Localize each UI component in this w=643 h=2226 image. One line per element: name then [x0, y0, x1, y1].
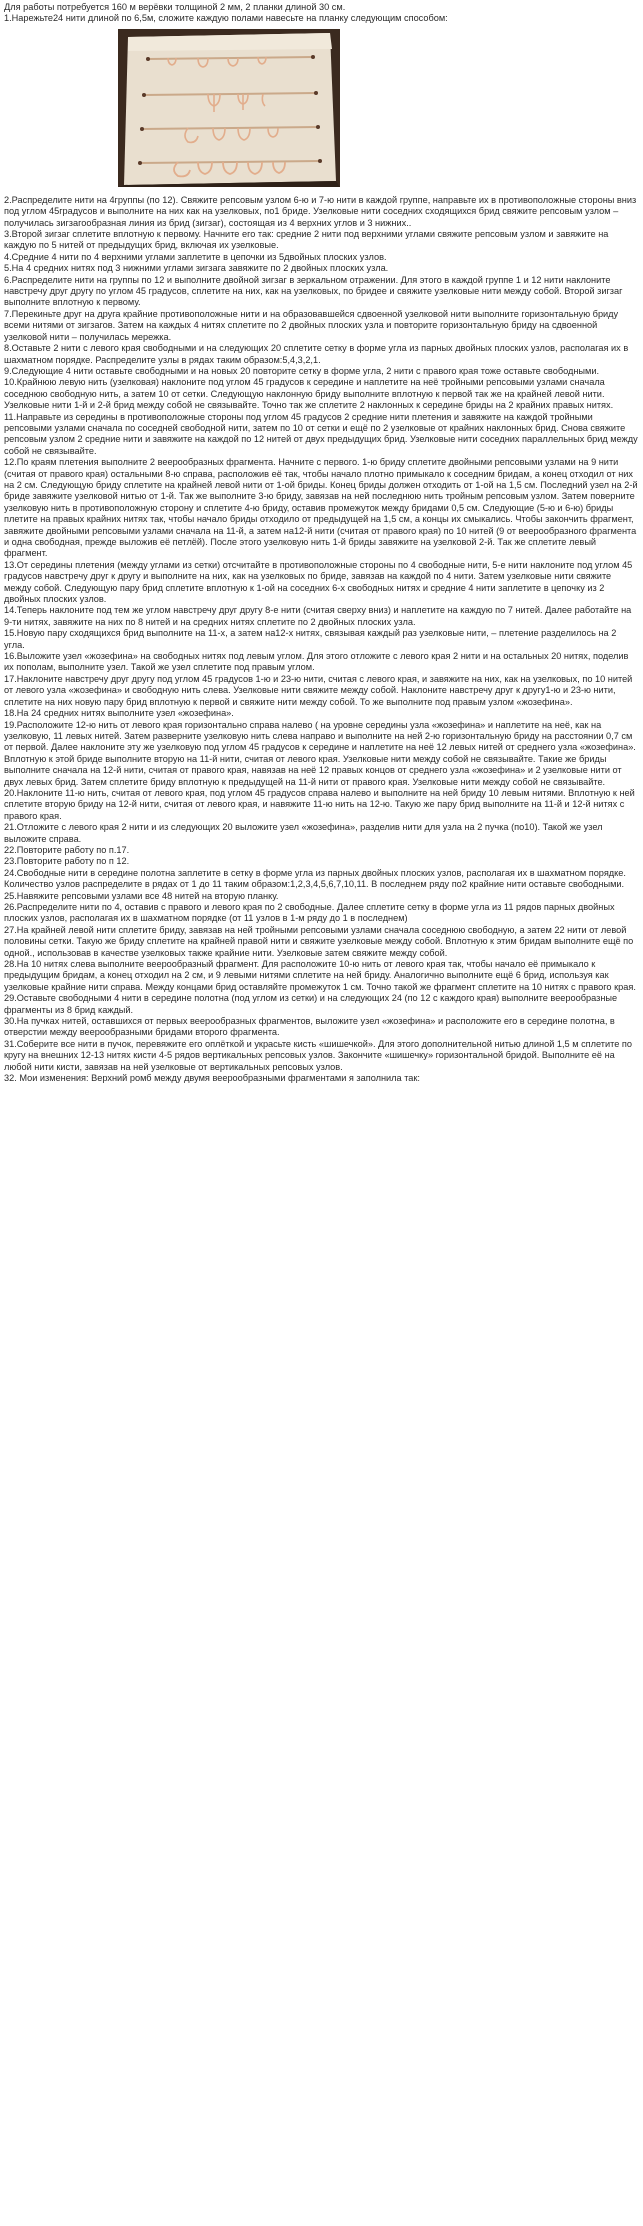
step-25: 25.Навяжите репсовыми узлами все 48 нитей на вторую планку. — [4, 890, 279, 901]
step-18: 18.На 24 средних нитях выполните узел «жозефина». — [4, 708, 234, 719]
step-7: 7.Перекиньте друг на друга крайние противоположные нити и на образовавшейся сдвоенной узелковой нити выполните горизонтальную бриду всеми нитями от зигзагов. Затем на каждых 4 нитях сплетите по 2 двойных плоских узла и повторите горизонтальную бриду на сдвоенной узелковой нити – получилась мережка. — [4, 308, 619, 342]
article-body — [0, 0, 643, 1085]
knot-photo — [118, 29, 340, 187]
step-10: 10.Крайнюю левую нить (узелковая) наклоните под углом 45 градусов к середине и наплетите на неё тройными репсовыми узлами сначала соседнюю свободную нить, а затем 10 от сетки. Следующую наклонную бриду выполните вплотную к первой так же на крайней левой нити. Узелковые нити 1-й и 2-й брид между собой не связывайте. Точно так же сплетите 2 наклонных к середине бриды на 2 крайних правых нитях. — [4, 377, 614, 411]
step-9: 9.Следующие 4 нити оставьте свободными и на новых 20 повторите сетку в форме угла, 2 нити с правого края тоже оставьте свободными. — [4, 365, 600, 376]
step-12: 12.По краям плетения выполните 2 веерообразных фрагмента. Начните с первого. 1-ю бриду сплетите двойными репсовыми узлами на 9 нити (считая от правого края) остальными 8-ю справа, расположив её так, чтобы начало плотно примыкало к соседним бридам, а конец отходил от них на 2 см. Следующую бриду сплетите на крайней левой нити от 1-ой бриды. Конец бриды должен отходить от 1-ой на 1,5 см. Последний узел на 2-й бриде завяжите узелковой нитью от 1-й. Так же выполните 3-ю бриду, завязав на ней последнюю нить тройным репсовым узлом. Затем поверните узелковую нить в противоположную сторону и сплетите 4-ю бриду, оставив промежуток между бридами 0,5 см. Следующие (5-ю и 6-ю) бриды плетите на правых крайних нитях так, чтобы начало бриды отходило от предыдущей на 1,5 см, а концы их смыкались. Чтобы закончить фрагмент, завяжите двойными репсовыми узлами сначала на 11-й, а затем на12-й нити (считая от правого края) по 10 нитей (9 от веерообразного фрагмента и одна свободная, прежде выложив её петлёй). После этого узелковую нить 1-й бриды завяжите на узелковой 2-й. Так же сплетите левый фрагмент. — [4, 457, 638, 559]
step-16: 16.Выложите узел «жозефина» на свободных нитях под левым углом. Для этого отложите с левого края 2 нити и на остальных 20 нитях, поделив их пополам, выполните узел. Такой же узел сплетите под правым углом. — [4, 651, 629, 673]
step-22: 22.Повторите работу по п.17. — [4, 844, 130, 855]
step-15: 15.Новую пару сходящихся брид выполните на 11-х, а затем на12-х нитях, связывая каждый раз узелковые нити, – плетение разделилось на 2 угла. — [4, 628, 617, 650]
step-13: 13.От середины плетения (между углами из сетки) отсчитайте в противоположные стороны по 4 свободные нити, 5-е нити наклоните под углом 45 градусов навстречу друг к другу и выполните на них, как на узелковых по бриде, завязав на каждой по 4 нити. Затем узелковые нити свяжите между собой. Следующую пару брид сплетите вплотную к 1-ой на соседних 6-х свободных нитях и средние 4 нити заплетите в цепочку из 2 двойных плоских узлов. — [4, 559, 633, 605]
step-28: 28.На 10 нитях слева выполните веерообразный фрагмент. Для расположите 10-ю нить от левого края так, чтобы начало её примыкало к предыдущим бридам, а конец отходил на 2 см, и 9 левыми нитями сплетите на ней бриду. Аналогично выполните ещё 6 брид, используя как узелковые крайние нити справа. Между концами брид оставляйте промежуток 1 см. Точно такой же фрагмент сплетите на 10 нитях с правого края. — [4, 959, 636, 992]
step-20: 20.Наклоните 11-ю нить, считая от левого края, под углом 45 градусов справа налево и выполните на ней бриду 10 левым нитями. Вплотную к ней сплетите вторую бриду на 12-й нити, считая от левого края, и навяжите 11-ю нить на 12-ю. Такую же пару брид выполните на 11-й и 12-й нитях с правого края. — [4, 787, 635, 821]
step-21: 21.Отложите с левого края 2 нити и из следующих 20 выложите узел «жозефина», разделив нити для узла на 2 пучка (по10). Такой же узел выложите справа. — [4, 822, 603, 844]
step-3: 3.Второй зигзаг сплетите вплотную к первому. Начните его так: средние 2 нити под верхними углами свяжите репсовым узлом и завяжите на каждую по 5 нитей от предыдущих брид, включая их узелковые. — [4, 229, 609, 251]
step-24: 24.Свободные нити в середине полотна заплетите в сетку в форме угла из парных двойных плоских узлов, располагая их в шахматном порядке. Количество узлов распределите в рядах от 1 до 11 таким образом:1,2,3,4,5,6,7,10,11. В последнем ряду по2 крайние нити оставьте свободными. — [4, 867, 626, 890]
step-26: 26.Распределите нити по 4, оставив с правого и левого края по 2 свободные. Далее сплетите сетку в форме угла из 11 рядов парных двойных плоских узлов, располагая их в шахматном порядке (от 11 узлов в 1-м ряду до 1 в последнем) — [4, 902, 615, 924]
steps-list — [4, 195, 639, 1085]
step-17: 17.Наклоните навстречу друг другу под углом 45 градусов 1-ю и 23-ю нити, считая с левого края, и завяжите на них, как на узелковых, по 10 нитей от левого узла «жозефина» и свободную нить слева. Узелковые нити свяжите между собой. Наклоните навстречу друг к другу1-ю и 23-ю нити, сплетите на них новую пару брид вплотную к первой и свяжите нити между собой. То же выполните под правым узлом «жозефина». — [4, 673, 633, 707]
knot-photo-image — [118, 29, 340, 187]
step-8: 8.Оставьте 2 нити с левого края свободными и на следующих 20 сплетите сетку в форме угла из парных двойных плоских узлов, располагая их в шахматном порядке. Распределите узлы в рядах таким образом:5,4,3,2,1. — [4, 343, 629, 365]
step-30: 30.На пучках нитей, оставшихся от первых веерообразных фрагментов, выложите узел «жозефина» и расположите его в середине полотна, в отверстии между веерообразными бридами второго фрагмента. — [4, 1016, 615, 1038]
step-5: 5.На 4 средних нитях под 3 нижними углами зигзага завяжите по 2 двойных плоских узла. — [4, 263, 389, 274]
step-14: 14.Теперь наклоните под тем же углом навстречу друг другу 8-е нити (считая сверху вниз) и наплетите на каждую по 7 нитей. Далее работайте на 9-ти нитях, завяжите на них по 8 нитей и на средних нитях сплетите по 2 двойных плоских узла. — [4, 605, 632, 627]
step-31: 31.Соберите все нити в пучок, перевяжите его оплёткой и украсьте кисть «шишечкой». Для этого дополнительной нитью длиной 1,5 м сплетите по кругу на внешних 12-13 нитях кисти 4-5 рядов вертикальных репсовых узлов. Закончите «шишечку» горизонтальной бридой. Выполните её на любой нити кисти, завязав на ней узелковые от вертикальных репсовых узлов. — [4, 1038, 632, 1072]
step-29: 29.Оставьте свободными 4 нити в середине полотна (под углом из сетки) и на следующих 24 (по 12 с каждого края) выполните веерообразные фрагменты из 8 брид каждый. — [4, 993, 618, 1015]
intro-step-1: 1.Нарежьте24 нити длиной по 6,5м, сложите каждую полами навесьте на планку следующим способом: — [4, 13, 448, 24]
step-11: 11.Направьте из середины в противоположные стороны под углом 45 градусов 2 средние нити плетения и завяжите на каждой тройными репсовыми узлами сначала по соседней свободной нити, затем по 10 от сетки и ещё по 2 узелковые от крайних наклонных брид. Снова свяжите репсовым узлом 2 средние нити и завяжите на каждой по 12 нитей от двух предыдущих брид. Узелковые нити соседних параллельных брид между собой не связывайте. — [4, 411, 638, 456]
step-4: 4.Средние 4 нити по 4 верхними углами заплетите в цепочки из 5двойных плоских узлов. — [4, 251, 387, 262]
step-32: 32. Мои изменения: Верхний ромб между двумя веерообразными фрагментами я заполнила так: — [4, 1073, 420, 1084]
step-19: 19.Расположите 12-ю нить от левого края горизонтально справа налево ( на уровне середины узла «жозефина» и наплетите на неё, как на узелковую, 11 левых нитей. Затем разверните узелковую нить слева направо и выполните на ней 2-ю горизонтальную бриду на расстоянии 0,7 см от первой. Далее наклоните эту же узелковую под углом 45 градусов к середине и наплетите на неё 12 левых нитей от среднего узла «жозефина». Вплотную к этой бриде выполните вторую на 11-й нити, считая от левого края. Узелковые нити между собой не связывайте. Такие же бриды выполните сначала на 12-й нити, считая от правого края, навязав на неё 12 правых концов от среднего узла «жозефина» и 2 узелковые нити от двух левых брид. Затем сплетите бриду вплотную к предыдущей на 11-й нити от правого края. Узелковые нити между собой не связывайте. — [4, 719, 636, 787]
step-6: 6.Распределите нити на группы по 12 и выполните двойной зигзаг в зеркальном отражении. Для этого в каждой группе 1 и 12 нити наклоните навстречу друг другу по углом 45 градусов, сплетите на них, как на узелковых, по бридее и свяжите узелковые нити между собой. Второй зигзаг выполните вплотную к первому. — [4, 274, 623, 308]
step-2: 2.Распределите нити на 4группы (по 12). Свяжите репсовым узлом 6-ю и 7-ю нити в каждой группе, направьте их в противоположные стороны вниз под углом 45градусов и выполните на них как на узелковых, по1 бриде. Узелковые нити соседних сходящихся брид свяжите репсовым узлом – получилась зигзагообразная линия из брид (зигзаг), состоящая из 4 верхних углов и 3 нижних.. — [4, 194, 637, 228]
intro-materials: Для работы потребуется 160 м верёвки толщиной 2 мм, 2 планки длиной 30 см. — [4, 2, 346, 12]
step-23: 23.Повторите работу по п 12. — [4, 856, 130, 867]
step-27: 27.На крайней левой нити сплетите бриду, завязав на ней тройными репсовыми узлами сначала соседнюю свободную, а затем 22 нити от левой половины сетки. Такую же бриду сплетите на крайней правой нити и свяжите узелковые между собой. Вплотную к этим бридам выполните ещё по одной., использовав в качестве узелковых также крайние нити. Узелковые затем свяжите между собой. — [4, 924, 634, 958]
